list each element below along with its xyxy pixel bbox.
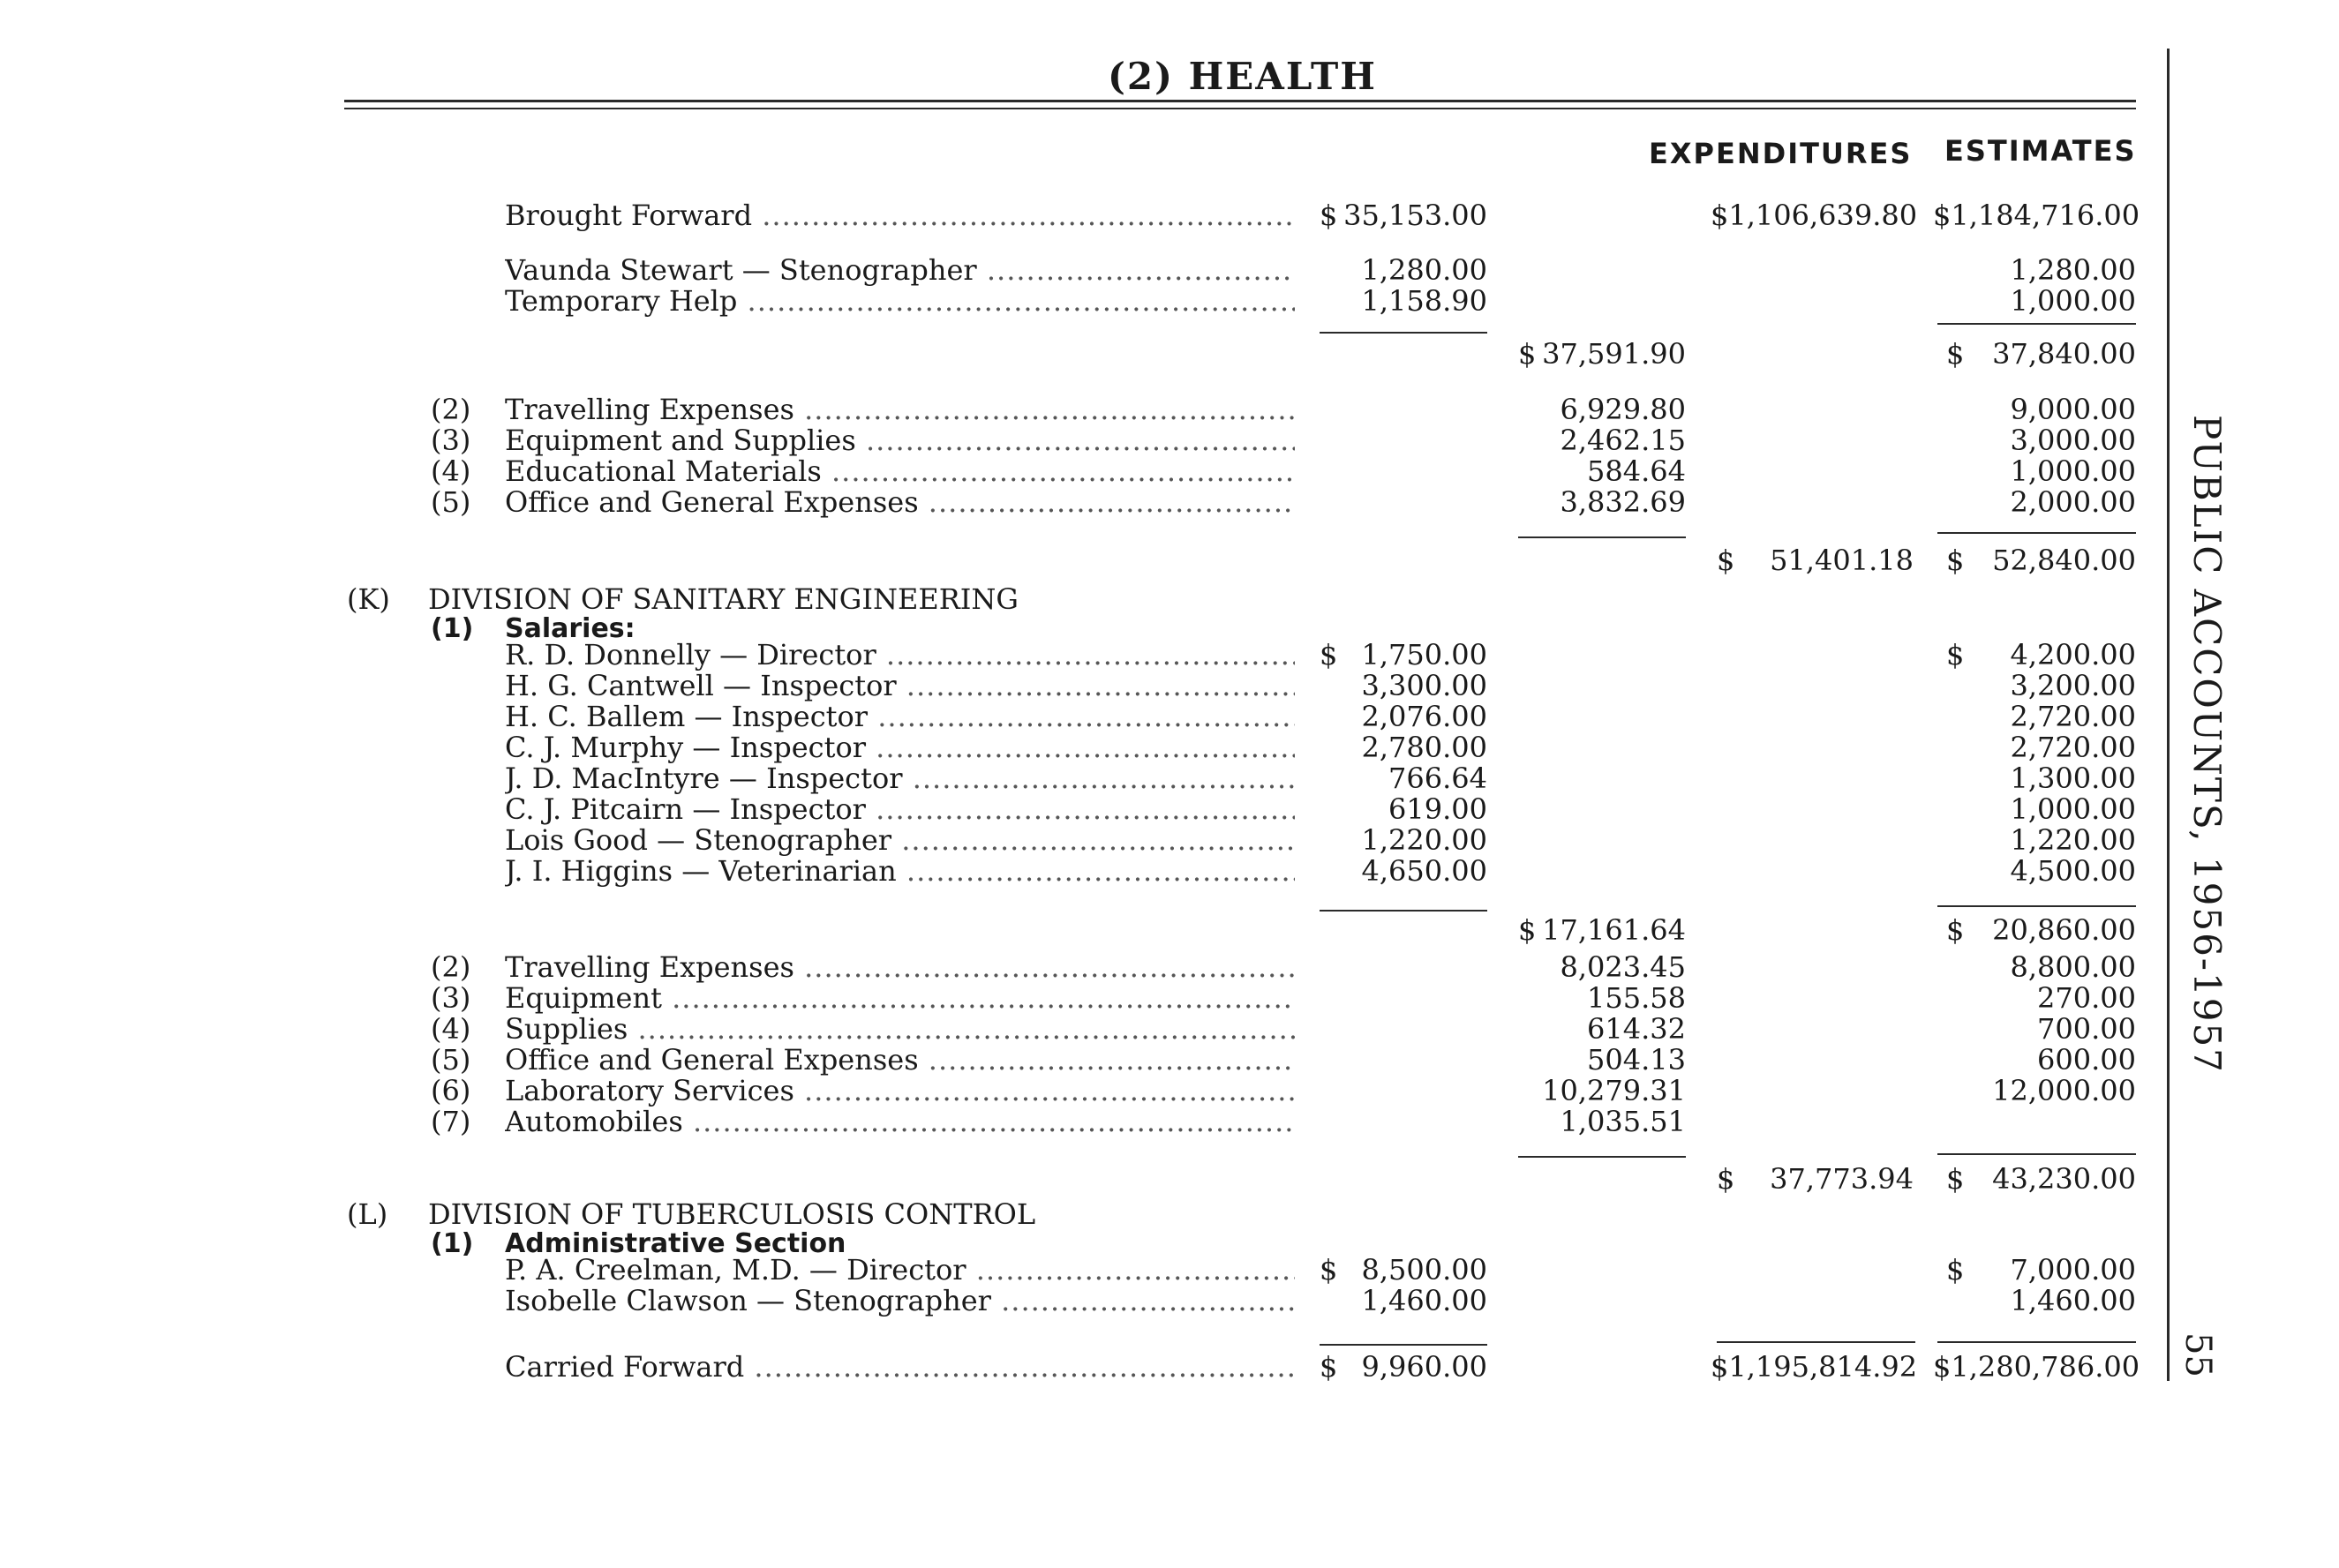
c1-dollar-sign: $: [1320, 638, 1338, 671]
c3-amount: $1,106,639.80: [1711, 199, 1918, 232]
page-number: 55: [2177, 1332, 2218, 1377]
c4-dollar-sign: $: [1946, 337, 1965, 371]
c4-amount: 1,280.00: [2010, 253, 2136, 287]
c4-amount: 2,000.00: [2010, 485, 2136, 519]
item-label: Brought Forward .....: [505, 199, 1295, 232]
c3-dollar-sign: $: [1717, 544, 1735, 577]
c4-dollar-sign: $: [1946, 913, 1965, 947]
expenditures-header: EXPENDITURES: [1649, 137, 1913, 170]
c4-amount: 1,000.00: [2010, 792, 2136, 826]
c1-dollar-sign: $: [1320, 1350, 1338, 1384]
item-label: C. J. Pitcairn — Inspector .....: [505, 792, 1295, 826]
c4-amount: 52,840.00: [1992, 544, 2136, 577]
item-label: Equipment and Supplies .....: [505, 424, 1295, 457]
c4-amount: 1,000.00: [2010, 454, 2136, 488]
c4-amount: 2,720.00: [2010, 731, 2136, 764]
c2-amount: 584.64: [1587, 454, 1686, 488]
division-letter: (L): [347, 1197, 388, 1231]
item-label: Office and General Expenses .....: [505, 1043, 1295, 1077]
item-label: H. G. Cantwell — Inspector .....: [505, 669, 1295, 702]
c3-dollar-sign: $: [1717, 1162, 1735, 1196]
c3-amount: $1,195,814.92: [1711, 1350, 1918, 1384]
c2-amount: 1,035.51: [1560, 1105, 1686, 1138]
item-number: (3): [431, 981, 471, 1015]
c4-amount: 4,200.00: [2010, 638, 2136, 671]
rule: [1518, 536, 1686, 538]
item-number: (5): [431, 485, 471, 519]
item-number: (6): [431, 1074, 471, 1107]
rule: [1937, 323, 2136, 325]
item-label: Temporary Help .....: [505, 284, 1295, 318]
division-letter: (K): [347, 582, 390, 616]
c1-amount: 8,500.00: [1361, 1253, 1487, 1287]
c4-amount: 700.00: [2037, 1012, 2136, 1046]
c4-dollar-sign: $: [1946, 1162, 1965, 1196]
item-label: Laboratory Services .....: [505, 1074, 1295, 1107]
c1-amount: 766.64: [1388, 761, 1487, 795]
c2-dollar-sign: $: [1518, 913, 1537, 947]
subsection-label: Administrative Section: [505, 1228, 846, 1259]
c4-amount: 8,800.00: [2010, 950, 2136, 984]
c1-amount: 1,750.00: [1361, 638, 1487, 671]
c2-dollar-sign: $: [1518, 337, 1537, 371]
c1-amount: 4,650.00: [1361, 854, 1487, 888]
item-label: H. C. Ballem — Inspector .....: [505, 700, 1295, 733]
c1-amount: 1,220.00: [1361, 823, 1487, 857]
subsection-label: Salaries:: [505, 613, 636, 644]
c2-amount: 17,161.64: [1542, 913, 1686, 947]
c2-amount: 614.32: [1587, 1012, 1686, 1046]
rule: [1320, 1344, 1487, 1346]
c4-amount: 20,860.00: [1992, 913, 2136, 947]
item-label: Office and General Expenses .....: [505, 485, 1295, 519]
c4-amount: 9,000.00: [2010, 393, 2136, 426]
rule: [1937, 905, 2136, 907]
c4-dollar-sign: $: [1946, 544, 1965, 577]
rule: [1937, 1341, 2136, 1343]
c1-amount: 1,158.90: [1361, 284, 1487, 318]
c4-amount: 600.00: [2037, 1043, 2136, 1077]
item-number: (3): [431, 424, 471, 457]
c2-amount: 504.13: [1587, 1043, 1686, 1077]
c4-dollar-sign: $: [1946, 638, 1965, 671]
c4-amount: 3,200.00: [2010, 669, 2136, 702]
c2-amount: 3,832.69: [1560, 485, 1686, 519]
c4-amount: 270.00: [2037, 981, 2136, 1015]
rule: [1937, 1153, 2136, 1155]
c4-amount: 37,840.00: [1992, 337, 2136, 371]
c1-dollar-sign: $: [1320, 1253, 1338, 1287]
item-label: Carried Forward .....: [505, 1350, 1295, 1384]
c2-amount: 6,929.80: [1560, 393, 1686, 426]
vertical-rule: [2167, 49, 2170, 1381]
c4-amount: 1,220.00: [2010, 823, 2136, 857]
item-label: Equipment .....: [505, 981, 1295, 1015]
item-label: J. I. Higgins — Veterinarian .....: [505, 854, 1295, 888]
rule: [1320, 910, 1487, 912]
c4-amount: 7,000.00: [2010, 1253, 2136, 1287]
item-label: Automobiles .....: [505, 1105, 1295, 1138]
c1-amount: 35,153.00: [1343, 199, 1487, 232]
c1-amount: 1,280.00: [1361, 253, 1487, 287]
rule: [1717, 1341, 1915, 1343]
c1-amount: 619.00: [1388, 792, 1487, 826]
item-label: C. J. Murphy — Inspector .....: [505, 731, 1295, 764]
side-title: PUBLIC ACCOUNTS, 1956-1957: [2185, 415, 2229, 1074]
item-number: (4): [431, 1012, 471, 1046]
c3-amount: 51,401.18: [1770, 544, 1914, 577]
item-label: Supplies .....: [505, 1012, 1295, 1046]
subsection-number: (1): [431, 613, 474, 644]
c4-amount: 1,460.00: [2010, 1284, 2136, 1317]
c2-amount: 10,279.31: [1542, 1074, 1686, 1107]
item-label: R. D. Donnelly — Director .....: [505, 638, 1295, 671]
c4-amount: 3,000.00: [2010, 424, 2136, 457]
c4-dollar-sign: $: [1946, 1253, 1965, 1287]
c4-amount: 2,720.00: [2010, 700, 2136, 733]
c1-amount: 2,780.00: [1361, 731, 1487, 764]
item-label: J. D. MacIntyre — Inspector .....: [505, 761, 1295, 795]
c4-amount: $1,280,786.00: [1933, 1350, 2140, 1384]
c4-amount: 1,300.00: [2010, 761, 2136, 795]
item-label: Travelling Expenses .....: [505, 393, 1295, 426]
c2-amount: 155.58: [1587, 981, 1686, 1015]
c4-amount: 4,500.00: [2010, 854, 2136, 888]
c2-amount: 2,462.15: [1560, 424, 1686, 457]
division-title: DIVISION OF TUBERCULOSIS CONTROL: [428, 1197, 1036, 1231]
c1-amount: 9,960.00: [1361, 1350, 1487, 1384]
rule: [1518, 1156, 1686, 1158]
c4-amount: $1,184,716.00: [1933, 199, 2140, 232]
c2-amount: 37,591.90: [1542, 337, 1686, 371]
division-title: DIVISION OF SANITARY ENGINEERING: [428, 582, 1019, 616]
page-title: (2) HEALTH: [1108, 55, 1377, 98]
item-number: (2): [431, 950, 471, 984]
c4-amount: 43,230.00: [1992, 1162, 2136, 1196]
title-rule-bottom: [344, 108, 2136, 109]
c1-amount: 1,460.00: [1361, 1284, 1487, 1317]
c3-amount: 37,773.94: [1770, 1162, 1914, 1196]
item-label: P. A. Creelman, M.D. — Director .....: [505, 1253, 1295, 1287]
rule: [1937, 532, 2136, 534]
item-label: Isobelle Clawson — Stenographer .....: [505, 1284, 1295, 1317]
item-number: (4): [431, 454, 471, 488]
item-number: (5): [431, 1043, 471, 1077]
item-number: (7): [431, 1105, 471, 1138]
item-label: Travelling Expenses .....: [505, 950, 1295, 984]
item-number: (2): [431, 393, 471, 426]
c4-amount: 1,000.00: [2010, 284, 2136, 318]
c1-amount: 2,076.00: [1361, 700, 1487, 733]
subsection-number: (1): [431, 1228, 474, 1259]
c2-amount: 8,023.45: [1560, 950, 1686, 984]
c4-amount: 12,000.00: [1992, 1074, 2136, 1107]
title-rule-top: [344, 100, 2136, 102]
item-label: Vaunda Stewart — Stenographer .....: [505, 253, 1295, 287]
estimates-header: ESTIMATES: [1944, 134, 2137, 168]
item-label: Lois Good — Stenographer .....: [505, 823, 1295, 857]
c1-amount: 3,300.00: [1361, 669, 1487, 702]
item-label: Educational Materials .....: [505, 454, 1295, 488]
rule: [1320, 332, 1487, 334]
c1-dollar-sign: $: [1320, 199, 1338, 232]
